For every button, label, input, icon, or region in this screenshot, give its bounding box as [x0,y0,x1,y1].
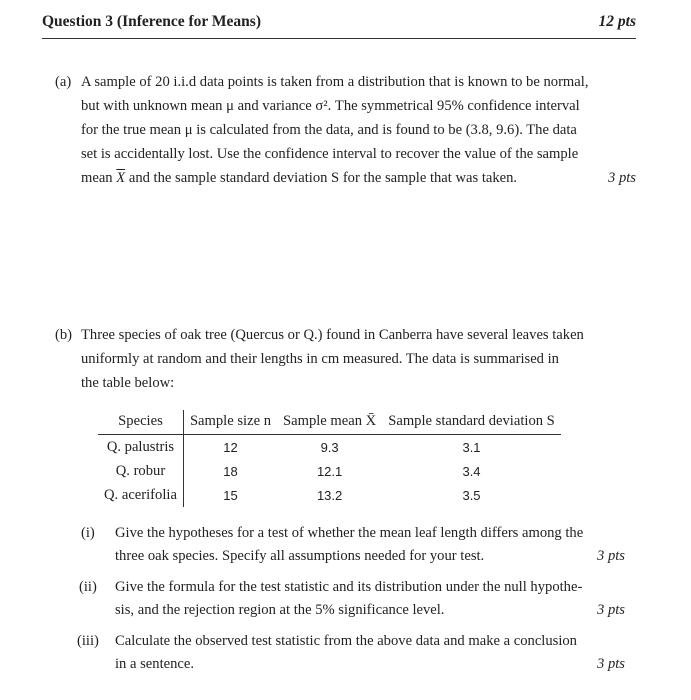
part-a-points: 3 pts [608,170,636,186]
header-species: Species [98,410,183,435]
species-cell: Q. acerifolia [98,483,183,507]
species-cell: Q. robur [98,459,183,483]
subpart-iii-points: 3 pts [597,656,625,672]
sample-size-cell: 18 [223,463,238,479]
sample-sd-cell: 3.5 [462,487,481,503]
question-points: 12 pts [598,13,636,30]
subpart-ii-line-2: sis, and the rejection region at the 5% significance level. [115,602,445,618]
sample-mean-cell: 12.1 [316,463,343,479]
header-sample-mean: Sample mean X̄ [277,410,382,435]
sample-sd-cell: 3.4 [462,463,481,479]
subpart-iii-line-2: in a sentence. [115,656,195,672]
sample-sd-cell: 3.1 [462,439,481,455]
sample-mean-cell: 9.3 [320,439,339,455]
subpart-i-points: 3 pts [597,548,625,564]
subpart-ii-line-1: Give the formula for the test statistic and its distribution under the null hypothe- [115,579,583,595]
part-a-label: (a) [55,74,72,90]
sample-mean-symbol: $\overline{X}$ [116,170,126,186]
species-cell: Q. palustris [98,435,183,460]
header-sample-sd: Sample standard deviation S [382,410,561,435]
subpart-ii-points: 3 pts [597,602,625,618]
part-a-line-2: but with unknown mean μ and variance σ². The symmetrical 95% confidence interval [81,98,580,114]
subpart-i-line-2: three oak species. Specify all assumptions needed for your test. [115,548,485,564]
part-a-line-5 [81,169,517,187]
part-b-line-3: the table below: [81,375,175,391]
part-a-line-1: A sample of 20 i.i.d data points is taken from a distribution that is known to be normal, [81,74,589,90]
table-row [98,435,561,460]
subpart-i-line-1: Give the hypotheses for a test of whether the mean leaf length differs among the [115,525,584,541]
table-row [98,483,561,507]
part-b-line-1: Three species of oak tree (Quercus or Q.) found in Canberra have several leaves taken [81,327,584,343]
subpart-i-label: (i) [81,525,95,541]
sample-size-cell: 15 [223,487,238,503]
subpart-iii-label: (iii) [77,633,99,649]
part-a-line-5-post: and the sample standard deviation S for the sample that was taken. [125,170,518,186]
question-header [42,8,636,39]
header-sample-size: Sample size n [183,410,277,435]
part-a-line-4: set is accidentally lost. Use the confidence interval to recover the value of the sample [81,146,579,162]
subpart-ii-label: (ii) [79,579,97,595]
oak-data-table [98,410,561,507]
question-title: Question 3 (Inference for Means) [42,13,261,30]
subpart-iii-line-1: Calculate the observed test statistic from the above data and make a conclusion [115,633,577,649]
part-a-line-3: for the true mean μ is calculated from the data, and is found to be (3.8, 9.6). The data [81,122,577,138]
sample-size-cell: 12 [223,439,238,455]
sample-mean-cell: 13.2 [316,487,343,503]
table-row [98,459,561,483]
part-a-line-5-pre: mean [81,170,117,186]
part-b-line-2: uniformly at random and their lengths in cm measured. The data is summarised in [81,351,559,367]
table-header-row [98,410,561,435]
part-b-label: (b) [55,327,73,343]
